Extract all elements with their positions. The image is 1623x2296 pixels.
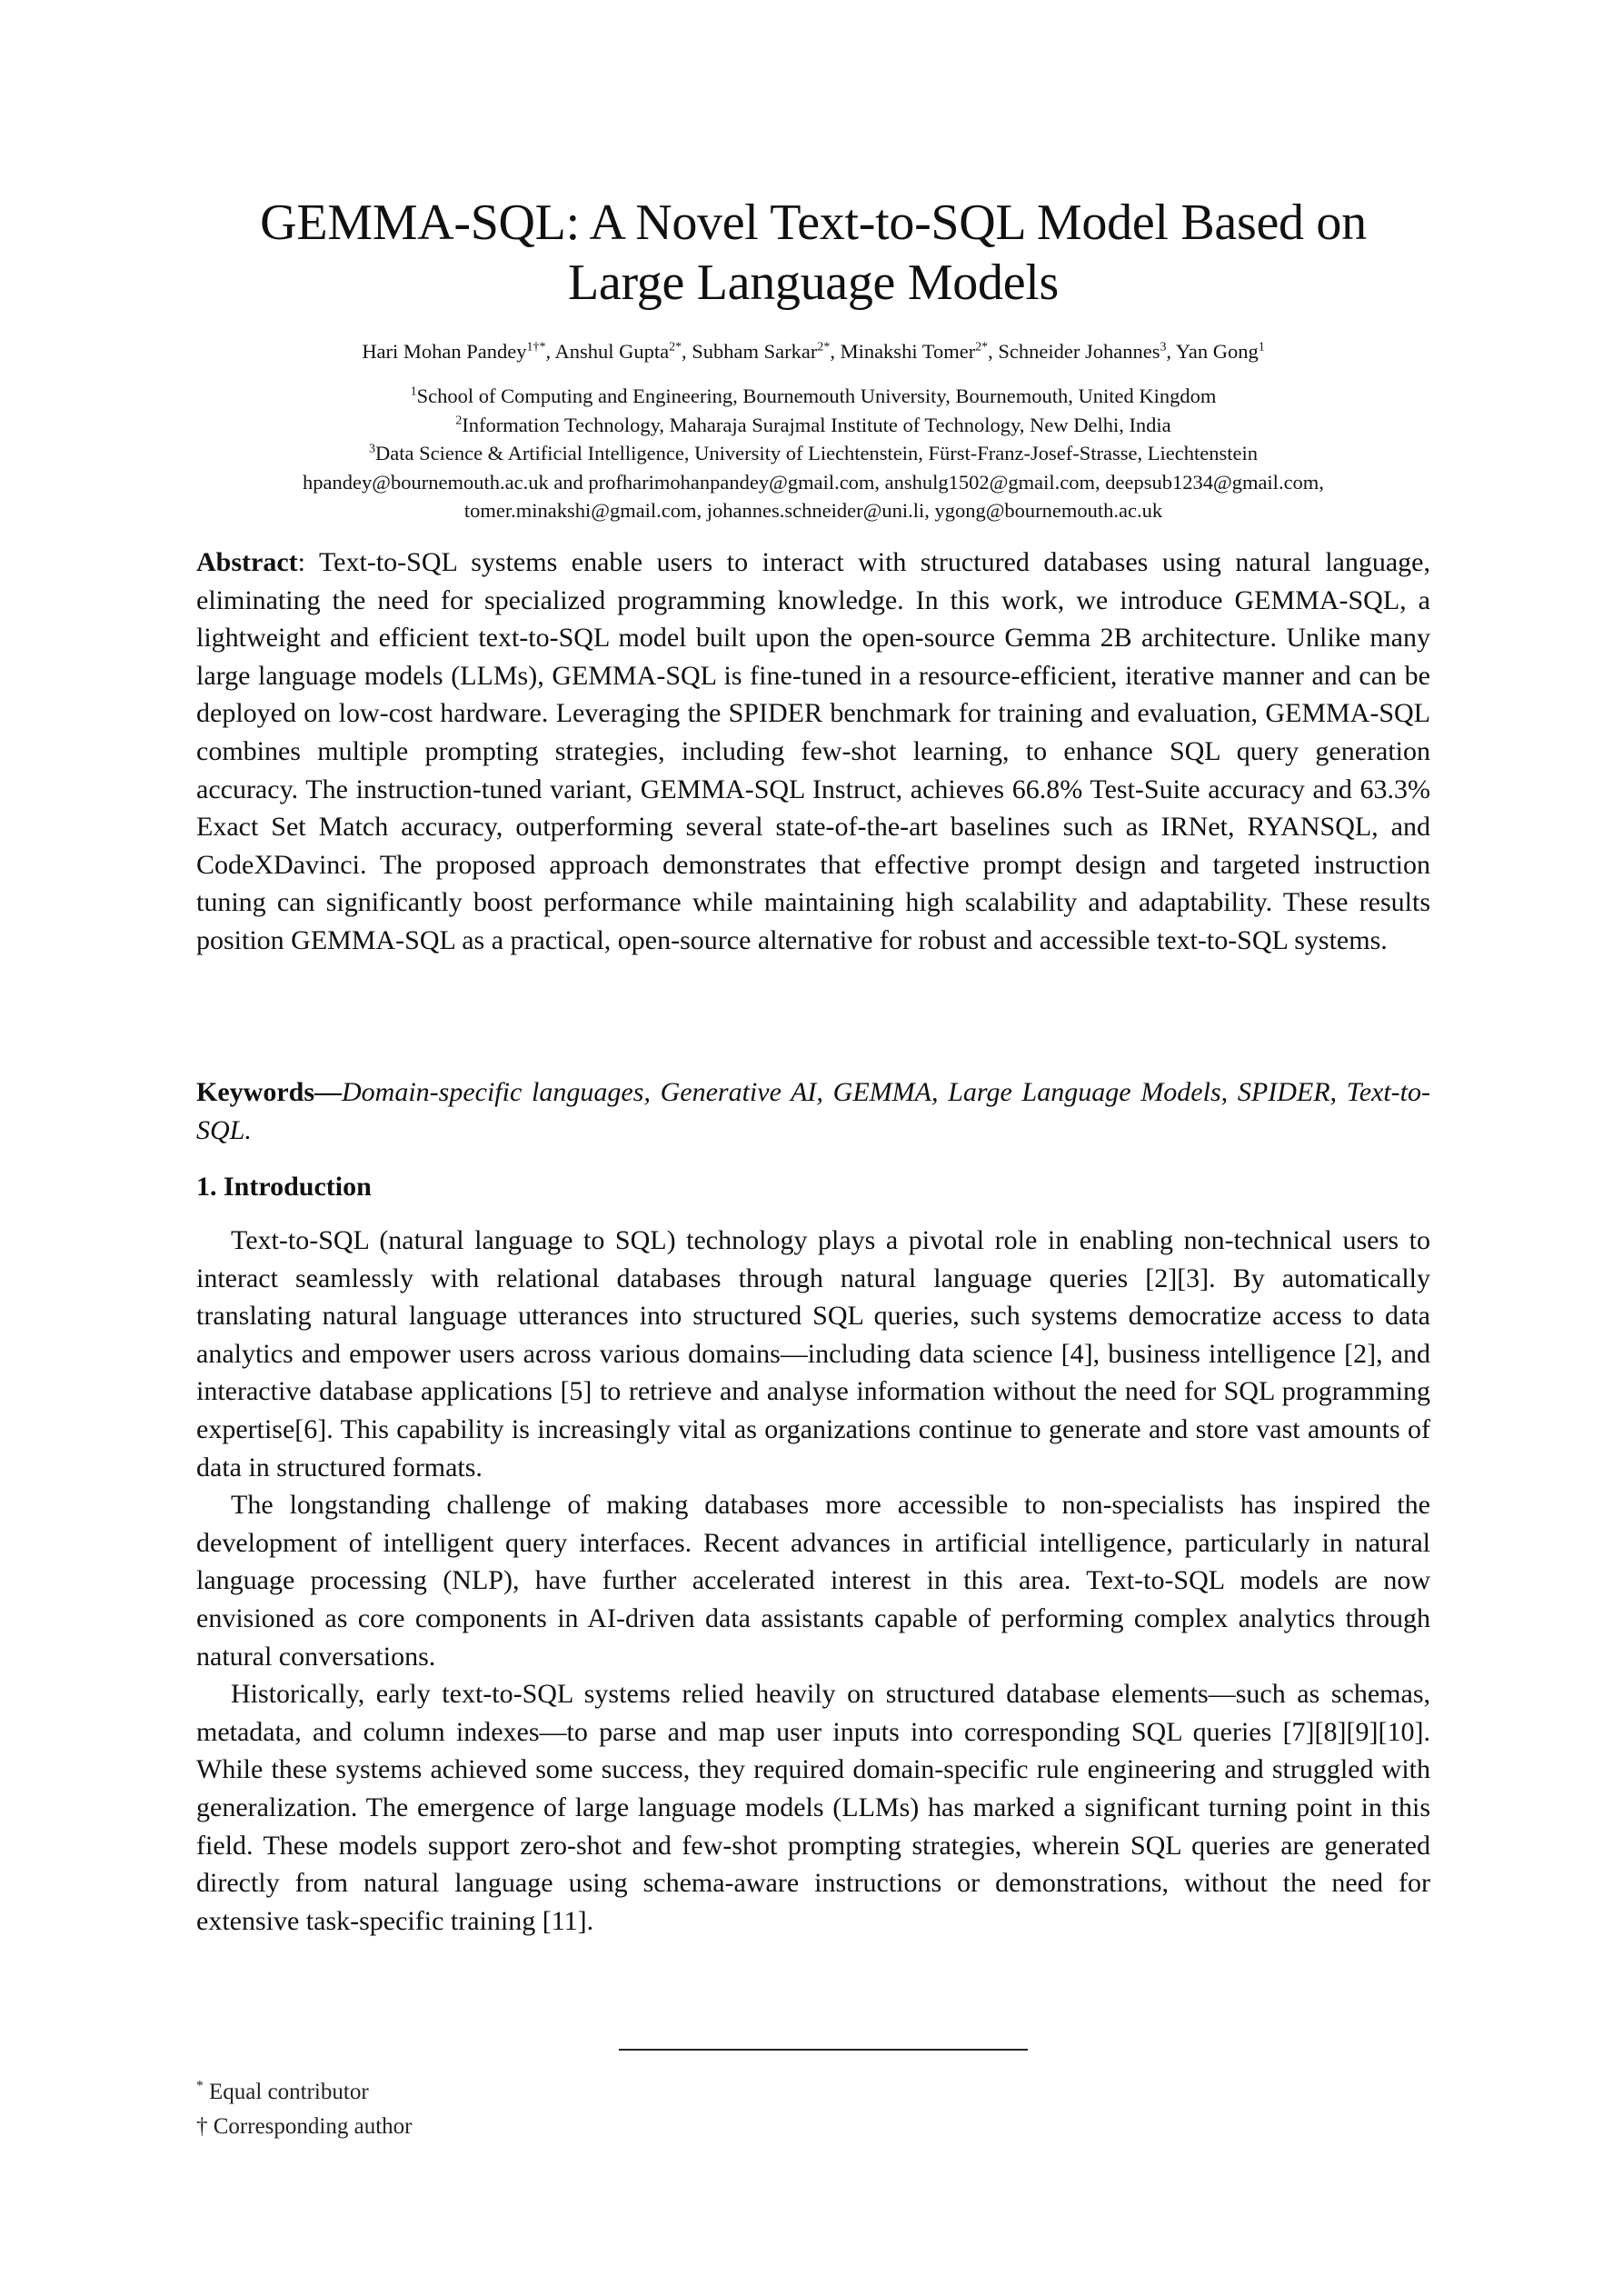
author-affiliation-mark: 2* [669,340,682,354]
author-affiliation-mark: 2* [975,340,989,354]
author-affiliation-mark: 2* [817,340,831,354]
author: Hari Mohan Pandey$^{1\dagger*}$, [362,340,555,363]
author-affiliation-mark: 3 [1160,340,1167,354]
footnote-divider [619,2049,1028,2051]
author-emails: tomer.minakshi@gmail.com, johannes.schneider@uni.li, ygong@bournemouth.ac.uk [463,499,1163,522]
affiliation-block [196,382,1430,525]
author-emails: hpandey@bournemouth.ac.uk and profharimohanpandey@gmail.com, anshulg1502@gmail.com, deepsub1234@gmail.com, [303,470,1324,494]
abstract-label: Abstract [196,547,298,577]
introduction-body [196,1222,1430,1940]
body-paragraph: The longstanding challenge of making databases more accessible to non-specialists has inspired the development of intelligent query interfaces. Recent advances in artificial intelligence, particularly in natural language processing (NLP), have further accelerated interest in this area. Text-to-SQL models are now envisioned as core components in AI-driven data assistants capable of performing complex analytics through natural conversations. [196,1490,1430,1672]
author: Anshul Gupta$^{2*}$, [554,340,692,363]
author-list [196,338,1430,365]
affiliation: $^1$School of Computing and Engineering, Bournemouth University, Bournemouth, United Kingdom [410,384,1217,407]
paper-title: GEMMA-SQL: A Novel Text-to-SQL Model Based on Large Language Models [260,195,1367,311]
abstract [196,544,1430,960]
author-affiliation-mark: 1 [1258,340,1265,354]
keywords-label: Keywords— [196,1077,342,1107]
keywords-text: Domain-specific languages, Generative AI, GEMMA, Large Language Models, SPIDER, Text-to-SQL. [196,1077,1430,1145]
footnotes [196,2075,412,2144]
footnote: † Corresponding author [196,2114,413,2139]
section-heading-introduction: 1. Introduction [196,1172,372,1202]
affiliation: $^2$Information Technology, Maharaja Surajmal Institute of Technology, New Delhi, India [455,413,1171,436]
footnote: * Equal contributor [196,2078,369,2104]
author: Minakshi Tomer$^{2*}$, [840,340,999,363]
abstract-text: : Text-to-SQL systems enable users to interact with structured databases using natural language, eliminating the need for specialized programming knowledge. In this work, we introduce GEMMA-SQL, a lightweight and efficient text-to-SQL model built upon the open-source Gemma 2B architecture. Unlike many large language models (LLMs), GEMMA-SQL is fine-tuned in a resource-efficient, iterative manner and can be deployed on low-cost hardware. Leveraging the SPIDER benchmark for training and evaluation, GEMMA-SQL combines multiple prompting strategies, including few-shot learning, to enhance SQL query generation accuracy. The instruction-tuned variant, GEMMA-SQL Instruct, achieves 66.8% Test-Suite accuracy and 63.3% Exact Set Match accuracy, outperforming several state-of-the-art baselines such as IRNet, RYANSQL, and CodeXDavinci. The proposed approach demonstrates that effective prompt design and targeted instruction tuning can significantly boost performance while maintaining high scalability and adaptability. These results position GEMMA-SQL as a practical, open-source alternative for robust and accessible text-to-SQL systems. [196,547,1430,955]
author: Subham Sarkar$^{2*}$, [692,340,841,363]
body-paragraph: Text-to-SQL (natural language to SQL) technology plays a pivotal role in enabling non-technical users to interact seamlessly with relational databases through natural language queries [2][3]. By automatically translating natural language utterances into structured SQL queries, such systems democratize access to data analytics and empower users across various domains—including data science [4], business intelligence [2], and interactive database applications [5] to retrieve and analyse information without the need for SQL programming expertise[6]. This capability is increasingly vital as organizations continue to generate and store vast amounts of data in structured formats. [196,1225,1430,1482]
keywords [196,1073,1430,1149]
author: Yan Gong$^1$ [1175,340,1265,363]
author: Schneider Johannes$^3$, [998,340,1176,363]
body-paragraph: Historically, early text-to-SQL systems relied heavily on structured database elements—such as schemas, metadata, and column indexes—to parse and map user inputs into corresponding SQL queries [7][8][9][10]. While these systems achieved some success, they required domain-specific rule engineering and struggled with generalization. The emergence of large language models (LLMs) has marked a significant turning point in this field. These models support zero-shot and few-shot prompting strategies, wherein SQL queries are generated directly from natural language using schema-aware instructions or demonstrations, without the need for extensive task-specific training [11]. [196,1679,1430,1936]
affiliation: $^3$Data Science & Artificial Intelligence, University of Liechtenstein, Fürst-Franz-Josef-Strasse, Liechtenstein [369,442,1258,464]
author-affiliation-mark: 1†* [526,340,546,354]
